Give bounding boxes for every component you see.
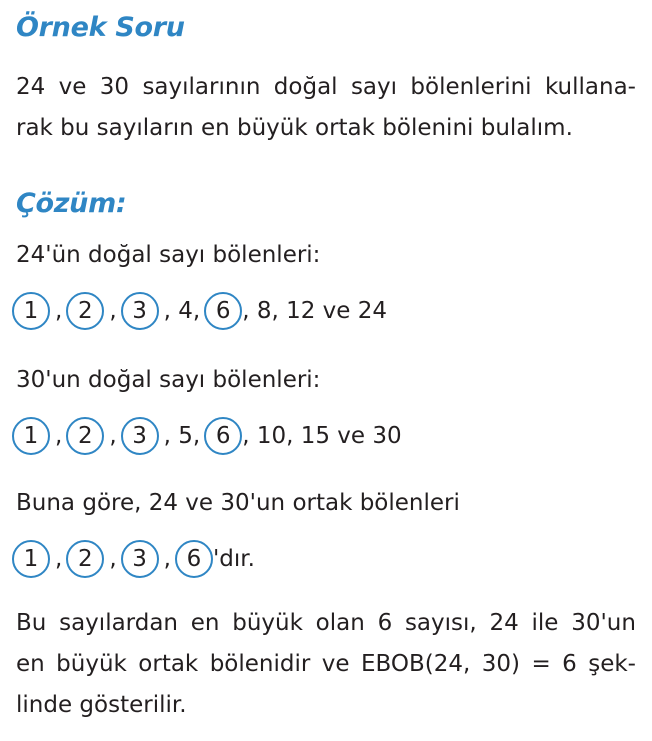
word: ile (531, 610, 559, 636)
circled-divisor: 2 (66, 417, 104, 455)
separator: , (55, 546, 63, 572)
word: en (16, 651, 45, 677)
separator: , (109, 298, 117, 324)
circled-divisor: 2 (66, 292, 104, 330)
conclusion-line-1 (16, 609, 636, 637)
circled-divisor: 6 (175, 540, 213, 578)
circled-divisor: 1 (12, 292, 50, 330)
divisors-tail: , 10, 15 ve 30 (242, 423, 402, 449)
divisors-24-label: 24'ün doğal sayı bölenleri: (16, 242, 321, 268)
circled-divisor: 2 (66, 540, 104, 578)
word: kullana- (544, 74, 636, 100)
word: olan (315, 610, 365, 636)
word: bölenlerini (410, 74, 532, 100)
word: sayılarının (142, 74, 261, 100)
circled-divisor: 3 (121, 292, 159, 330)
word: ortak (138, 651, 199, 677)
word: sayı (350, 74, 398, 100)
common-divisors-list (12, 540, 257, 578)
solution-title: Çözüm: (16, 188, 127, 219)
circled-divisor: 6 (204, 292, 242, 330)
circled-divisor: 3 (121, 540, 159, 578)
word: bölenidir (209, 651, 311, 677)
word: 30) (481, 651, 520, 677)
divisors-24-list (12, 292, 389, 330)
word: 30'un (571, 610, 636, 636)
separator: , (55, 423, 63, 449)
separator: , (109, 423, 117, 449)
separator: , 5, (163, 423, 201, 449)
conclusion-line-3: linde gösterilir. (16, 692, 187, 718)
word: 24 (489, 610, 519, 636)
word: = (531, 651, 551, 677)
word: ve (58, 74, 87, 100)
word: sayılardan (59, 610, 178, 636)
divisors-tail: , 8, 12 ve 24 (242, 298, 387, 324)
word: 6 (562, 651, 577, 677)
word: en (190, 610, 220, 636)
word: Bu (16, 610, 47, 636)
word: sayısı, (404, 610, 477, 636)
example-title: Örnek Soru (16, 12, 185, 43)
circled-divisor: 3 (121, 417, 159, 455)
word: ve (321, 651, 350, 677)
word: şek- (588, 651, 636, 677)
word: EBOB(24, (360, 651, 471, 677)
question-line-2: rak bu sayıların en büyük ortak bölenini bulalım. (16, 115, 573, 141)
common-tail: 'dır. (212, 546, 255, 572)
common-divisors-label: Buna göre, 24 ve 30'un ortak bölenleri (16, 490, 460, 516)
separator: , (55, 298, 63, 324)
separator: , 4, (163, 298, 201, 324)
word: büyük (232, 610, 303, 636)
word: büyük (56, 651, 127, 677)
word: doğal (273, 74, 338, 100)
conclusion-line-2 (16, 650, 636, 678)
word: 30 (99, 74, 130, 100)
circled-divisor: 1 (12, 540, 50, 578)
word: 24 (16, 74, 46, 100)
circled-divisor: 6 (204, 417, 242, 455)
word: 6 (377, 610, 393, 636)
separator: , (109, 546, 117, 572)
question-line-1 (16, 73, 636, 101)
divisors-30-label: 30'un doğal sayı bölenleri: (16, 367, 321, 393)
circled-divisor: 1 (12, 417, 50, 455)
divisors-30-list (12, 417, 404, 455)
separator: , (163, 546, 171, 572)
